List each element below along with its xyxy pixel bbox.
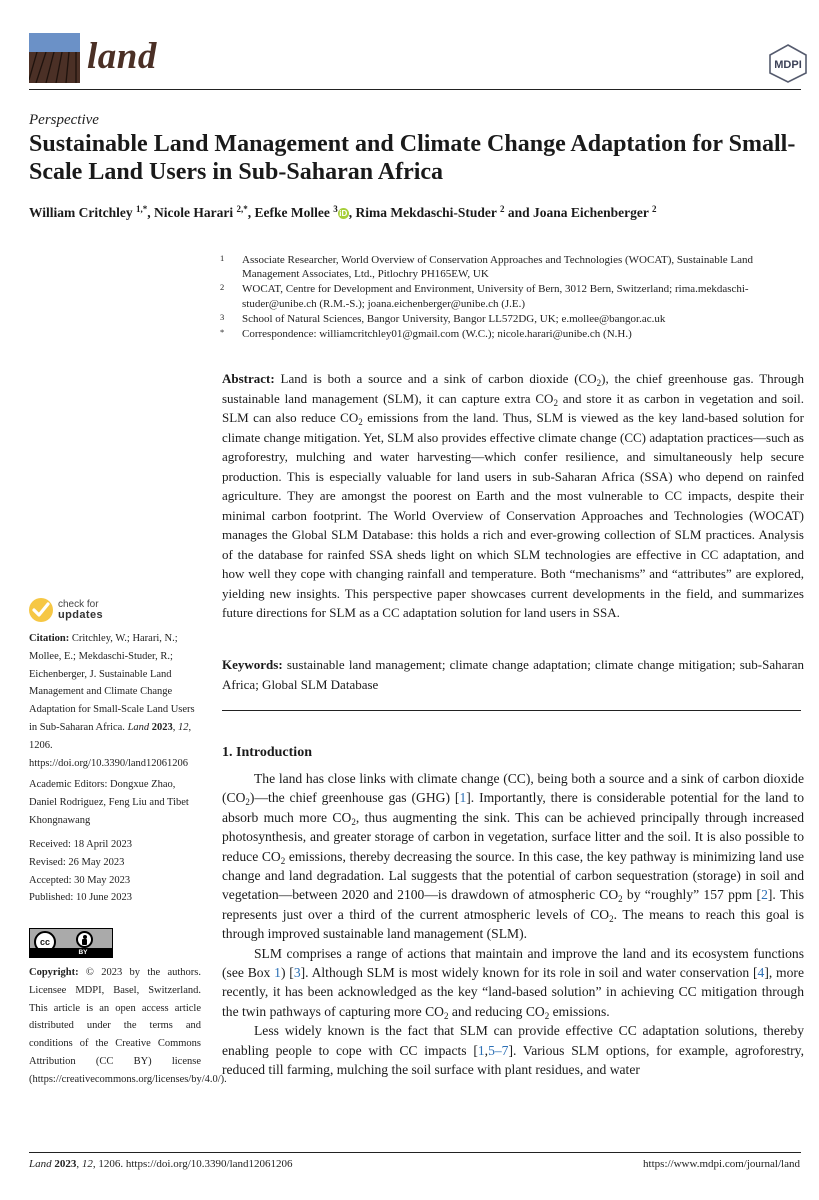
affiliations (220, 253, 780, 342)
affiliation-text: Associate Researcher, World Overview of Conservation Approaches and Technologies (WOCAT), Sustainable Land Management Associates, Ltd., Pitlochry PH165EW, UK (242, 254, 753, 281)
author-affiliation-mark: 2 (499, 204, 505, 214)
affiliation-mark: 1 (220, 253, 225, 263)
subscript: 2 (280, 855, 286, 866)
publication-dates (29, 836, 201, 907)
keywords (222, 655, 804, 694)
cc-by-license-badge[interactable] (29, 928, 113, 958)
footer-journal: Land (29, 1158, 52, 1170)
orcid-icon[interactable]: iD (339, 209, 348, 218)
date-accepted: Accepted: 30 May 2023 (29, 874, 131, 886)
article-title: Sustainable Land Management and Climate Change Adaptation for Small-Scale Land Users in Sub-Saharan Africa (29, 131, 796, 185)
affiliation-mark: 3 (220, 311, 225, 322)
subscript: 2 (358, 417, 363, 427)
abstract-label: Abstract: (222, 371, 275, 386)
reference-link[interactable]: 3 (293, 965, 301, 981)
subscript: 2 (351, 816, 356, 827)
reference-link[interactable]: 1 (477, 1042, 485, 1058)
footer-volume: 12 (81, 1158, 93, 1170)
section-heading-introduction: 1. Introduction (222, 745, 312, 760)
paragraph: SLM comprises a range of actions that maintain and improve the land and its ecosystem functions (see Box 1) [3]. Although SLM is most widely known for its role in soil and water conservation [4], more recently, it has been acknowledged as the key “land-based solution” in achieving CC mitigation through the twin pathways of capturing more $CO_2$ and reducing $CO_2$ emissions. (222, 945, 804, 1021)
date-published: Published: 10 June 2023 (29, 892, 132, 904)
check-for-label: check for (58, 599, 99, 610)
author-name[interactable]: Joana Eichenberger (533, 205, 649, 220)
subscript: 2 (245, 797, 250, 808)
affiliation-item (220, 327, 780, 341)
date-received: Received: 18 April 2023 (29, 839, 132, 850)
author-name[interactable]: Rima Mekdaschi-Studer (355, 205, 497, 220)
journal-header (29, 33, 801, 91)
section-divider (222, 710, 801, 711)
footer-journal-url[interactable]: https://www.mdpi.com/journal/land (643, 1158, 800, 1170)
land-journal-logo-icon (29, 33, 80, 83)
citation-year: 2023 (151, 721, 173, 733)
reference-link[interactable]: 5–7 (488, 1042, 509, 1058)
copyright-label: Copyright: (29, 967, 79, 978)
checkmark-icon (29, 598, 53, 622)
footer-rule (29, 1152, 801, 1153)
subscript: 2 (609, 913, 614, 924)
keywords-label: Keywords: (222, 657, 283, 672)
paragraph: The land has close links with climate change (CC), being both a source and a sink of carbon dioxide $(CO_2)—the$ chief greenhouse gas (GHG) [1]. Importantly, there is considerable potential for the land to absorb much more $CO_2$, thus augmenting the sink. This can be achieved principally through increased photosynthesis, and greater storage of carbon in vegetation, surface litter and the soil. It is also possible to reduce $CO_2$ emissions, thereby decreasing the source. In this case, the key pathway is minimizing land use change and land degradation. Lal suggests that the potential of carbon sequestration (storage) in soil and vegetation—between 2020 and 2100—is drawdown of atmospheric $CO_2$ by “roughly” 157 ppm [2]. This represents just over a third of the current atmospheric levels of $CO_2$. The means to reach this goal is through improved sustainable land management (SLM). (222, 771, 805, 942)
keywords-text: sustainable land management; climate change adaptation; climate change mitigation; sub-Saharan Africa; Global SLM Database (222, 657, 805, 692)
attribution-person-icon (76, 931, 93, 948)
author-name[interactable]: William Critchley (29, 205, 133, 220)
introduction-body (222, 769, 804, 1080)
abstract (222, 369, 804, 623)
copyright-notice (29, 964, 227, 1089)
reference-link[interactable]: 1 (459, 790, 467, 806)
citation-doi[interactable]: , 1206. https://doi.org/10.3390/land12061206 (29, 721, 192, 769)
author-affiliation-mark: 2,* (236, 204, 248, 214)
footer-year: 2023 (54, 1158, 77, 1170)
reference-link[interactable]: 4 (757, 965, 765, 981)
affiliation-text: School of Natural Sciences, Bangor University, Bangor LL572DG, UK; e.mollee@bangor.ac.uk (242, 312, 666, 325)
check-for-updates-button[interactable] (29, 598, 109, 626)
copyright-text: © 2023 by the authors. Licensee MDPI, Basel, Switzerland. This article is an open access article distributed under the terms and conditions of the Creative Commons Attribution (CC BY) license (https://creativecommons.org/licenses/by/4.0/). (29, 967, 227, 1085)
by-label: BY (30, 948, 112, 957)
author-affiliation-mark: 3 (333, 204, 338, 214)
citation-volume: 12 (178, 721, 189, 733)
citation: Citation: Critchley, W.; Harari, N.; Mollee, E.; Mekdaschi-Studer, R.; Eichenberger, J. Sustainable Land Management and Climate Change Adaptation for Small-Scale Land Users in Sub-Saharan Africa. Land 2023, 12, 1206. https://doi.org/10.3390/land12061206 (29, 633, 195, 769)
author-affiliation-mark: 2 (652, 204, 657, 214)
footer-citation: Land 2023, 12, 1206. https://doi.org/10.3390/land12061206 (29, 1158, 293, 1170)
subscript: 2 (544, 1010, 550, 1021)
affiliation-text: WOCAT, Centre for Development and Environment, University of Bern, 3012 Bern, Switzerland; rima.mekdaschi-studer@unibe.ch (R.M.-S.); joana.eichenberger@unibe.ch (J.E.) (242, 283, 749, 310)
affiliation-item (220, 282, 780, 310)
author-name[interactable]: Eefke Mollee (254, 205, 330, 220)
mdpi-logo-icon[interactable] (767, 43, 809, 83)
author-affiliation-mark: 1,* (136, 204, 148, 214)
author-name[interactable]: Nicole Harari (154, 205, 234, 220)
header-rule (29, 89, 801, 90)
cc-icon: cc (34, 931, 56, 953)
affiliation-mark: * (220, 327, 225, 338)
subscript: 2 (596, 378, 602, 388)
subscript: 2 (443, 1010, 449, 1021)
affiliation-text: Correspondence: williamcritchley01@gmail.com (W.C.); nicole.harari@unibe.ch (N.H.) (242, 328, 632, 341)
paragraph: Less widely known is the fact that SLM can provide effective CC adaptation solutions, thereby enabling people to cope with CC impacts [1,5–7]. Various SLM options, for example, agroforestry, reduced till farming, mulching the soil surface with plant residues, and water (222, 1023, 804, 1078)
subscript: 2 (553, 397, 558, 408)
affiliation-item (220, 312, 780, 326)
citation-text: Critchley, W.; Harari, N.; Mollee, E.; Mekdaschi-Studer, R.; Eichenberger, J. Sustainable Land Management and Climate Change Adaptation for Small-Scale Land Users in Sub-Saharan Africa. (29, 633, 195, 733)
date-revised: Revised: 26 May 2023 (29, 856, 125, 868)
updates-label: updates (58, 609, 103, 621)
mdpi-text: MDPI (774, 59, 802, 71)
journal-name: land (87, 36, 157, 77)
citation-label: Citation: (29, 633, 70, 644)
logo-sky (29, 33, 80, 52)
footer-doi-link[interactable]: , 1206. https://doi.org/10.3390/land12061206 (92, 1158, 293, 1170)
subscript: 2 (618, 894, 623, 905)
reference-link[interactable]: 1 (274, 965, 281, 981)
affiliation-item (220, 253, 780, 281)
logo-soil (29, 52, 80, 83)
author-list: William Critchley $^{1,*}$, Nicole Harari $^{2,*}$, Eefke Mollee $^3$ iD , Rima Mekdaschi-Studer $^2$ and Joana Eichenberger $^2$ (29, 204, 657, 220)
article-type: Perspective (29, 112, 99, 128)
academic-editors: Academic Editors: Dongxue Zhao, Daniel Rodriguez, Feng Liu and Tibet Khongnawang (29, 779, 189, 826)
reference-link[interactable]: 2 (761, 887, 768, 903)
citation-journal: Land (127, 721, 150, 733)
abstract-text: Land is both a source and a sink of carbon dioxide $(CO_2)$, the chief greenhouse gas. Through sustainable land management (SLM), it can capture extra $CO_2$ and store it as carbon in vegetation and soil. SLM can also reduce $CO_2$ emissions from the land. Thus, SLM is viewed as the key land-based solution for climate change mitigation. Yet, SLM also provides effective climate change (CC) adaptation practices—such as agroforestry, mulching and water harvesting—which confer resilience, and simultaneously help secure production. This is especially valuable for land users in sub-Saharan Africa (SSA) who depend on rainfed agriculture. They are amongst the poorest on Earth and the most vulnerable to CC impacts, despite their minimal carbon footprint. The World Overview of Conservation Approaches and Technologies (WOCAT) manages the Global SLM Database: this holds a rich and ever-growing collection of SLM practices. Analysis of the database for rainfed SSA sheds light on which SLM technologies are effective in CC adaptation, and how well they cope with changing rainfall and temperature. Both “mechanisms” and “attributes” are explored, yielding new insights. This perspective paper showcases current developments in the field, and summarizes future directions for SLM as a CC adaptation solution for land users in SSA. (222, 371, 804, 620)
affiliation-mark: 2 (220, 282, 225, 293)
